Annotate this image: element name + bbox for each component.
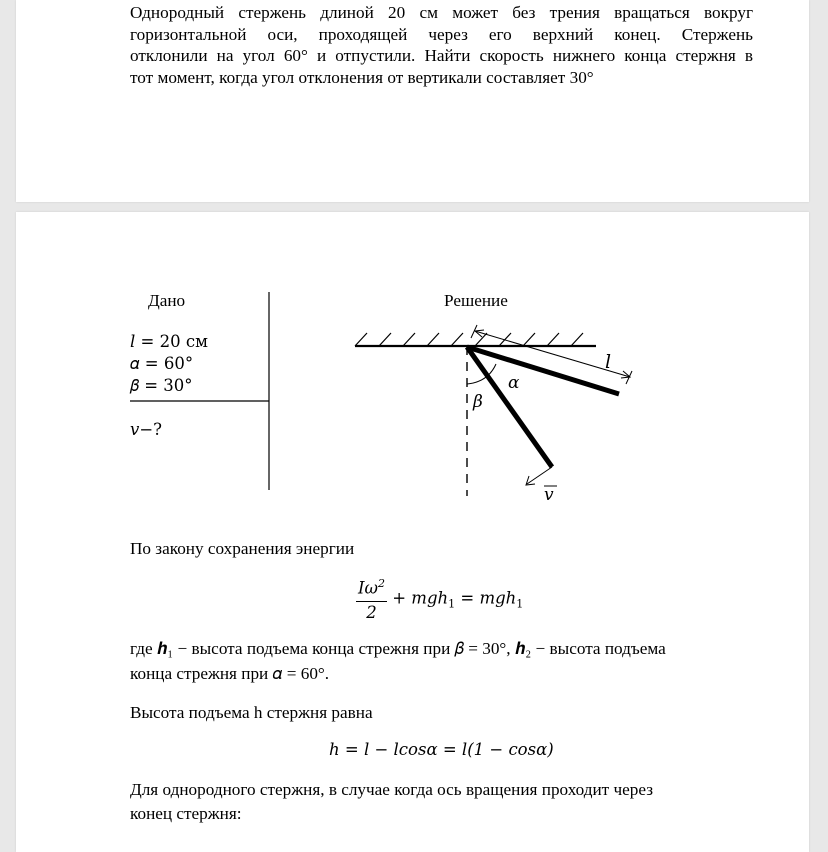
- energy-equation: [356, 574, 523, 624]
- height-text: Высота подъема h стержня равна: [130, 703, 373, 722]
- given-find: 𝑣−?: [130, 420, 162, 439]
- where-line-1: где 𝒉₁ − высота подъема конца стрежня при 𝛽 = 30°, 𝒉₂ − высота подъема: [130, 639, 666, 658]
- problem-line-3: отклонили на угол 60° и отпустили. Найти скорость нижнего конца стержня в: [130, 46, 753, 65]
- velocity-vector: [527, 467, 552, 484]
- given-beta: 𝛽 = 30°: [130, 376, 193, 395]
- ceiling-hatching: [355, 333, 583, 346]
- uniform-rod-line-2: конец стержня:: [130, 804, 242, 823]
- problem-line-2: горизонтальной оси, проходящей через его верхний конец. Стержень: [130, 24, 753, 44]
- frac-denominator: 2: [366, 602, 377, 622]
- label-v: v: [544, 485, 554, 505]
- given-heading: Дано: [148, 291, 186, 310]
- solution-heading: Решение: [444, 291, 508, 310]
- where-line-2: конца стрежня при 𝛼 = 60°.: [130, 664, 330, 683]
- frac-numerator: Iω: [358, 578, 378, 598]
- problem-statement: [130, 2, 753, 88]
- energy-law-text: По закону сохранения энергии: [130, 539, 355, 558]
- frac-numerator-sup: 2: [377, 577, 385, 590]
- given-length: 𝑙 = 20 см: [130, 332, 208, 351]
- given-alpha: 𝛼 = 60°: [130, 354, 194, 373]
- rod-position-alpha: [467, 347, 619, 394]
- page-1: [16, 0, 809, 202]
- problem-line-4: тот момент, когда угол отклонения от вертикали составляет 30°: [130, 67, 594, 87]
- eq1-rhs: = mgh: [455, 588, 517, 608]
- page-2: [16, 212, 809, 852]
- problem-line-1: Однородный стержень длиной 20 см может без трения вращаться вокруг: [130, 3, 753, 22]
- energy-fraction: [356, 574, 387, 624]
- height-equation: h = l − lcosα = l(1 − cosα): [329, 740, 554, 759]
- label-l: l: [605, 351, 612, 373]
- uniform-rod-line-1: Для однородного стержня, в случае когда ось вращения проходит через: [130, 780, 653, 799]
- eq1-middle-sub: 1: [448, 597, 456, 611]
- eq1-rhs-sub: 1: [516, 597, 524, 611]
- eq1-middle: + mgh: [392, 588, 449, 608]
- label-beta: β: [473, 392, 483, 412]
- label-alpha: α: [508, 373, 520, 393]
